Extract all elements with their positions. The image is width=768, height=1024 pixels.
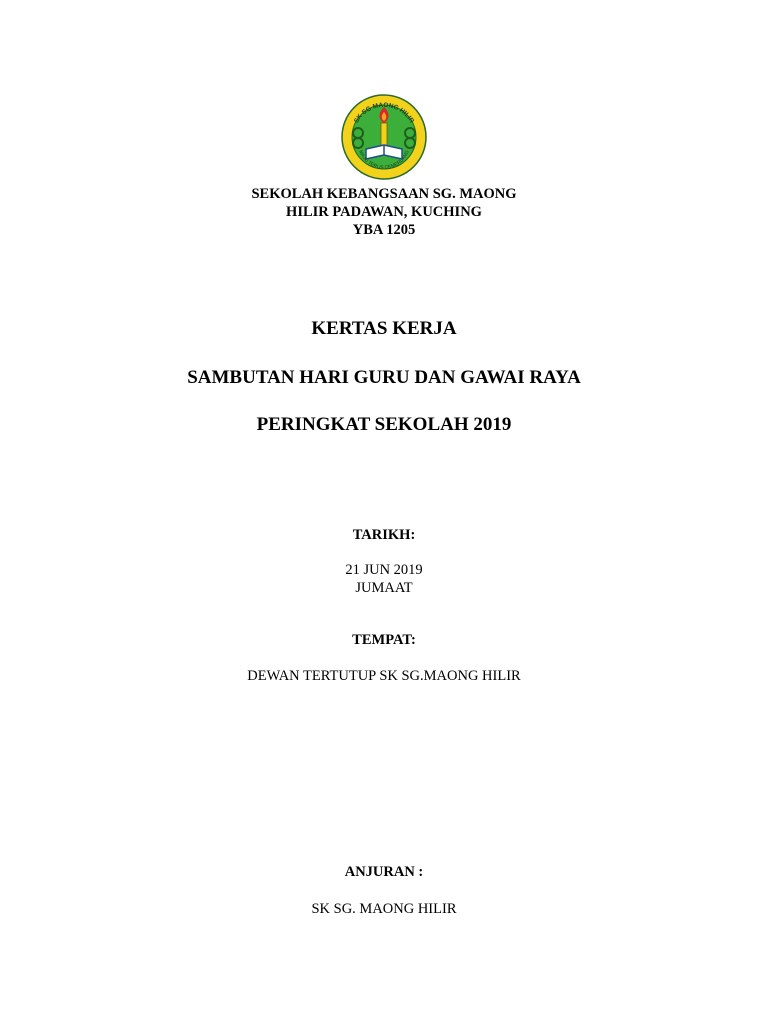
school-crest-icon	[340, 93, 428, 181]
svg-text:MAJU TERUS CEMERLANG: MAJU TERUS CEMERLANG	[357, 149, 411, 172]
school-code: YBA 1205	[352, 222, 416, 238]
tempat-label: TEMPAT:	[352, 632, 416, 648]
doc-subtitle: SAMBUTAN HARI GURU DAN GAWAI RAYA	[187, 367, 581, 388]
school-logo	[340, 93, 428, 181]
anjuran-value: SK SG. MAONG HILIR	[311, 901, 457, 917]
svg-text:SK SG MAONG HILIR: SK SG MAONG HILIR	[352, 101, 416, 125]
tarikh-day: JUMAAT	[355, 580, 413, 596]
doc-subtitle-level: PERINGKAT SEKOLAH 2019	[256, 414, 512, 435]
tempat-value: DEWAN TERTUTUP SK SG.MAONG HILIR	[247, 668, 521, 684]
school-address-block	[0, 185, 768, 239]
tarikh-date: 21 JUN 2019	[345, 562, 423, 578]
school-name-line2: HILIR PADAWAN, KUCHING	[286, 204, 482, 220]
tarikh-label: TARIKH:	[352, 527, 416, 543]
school-name-line1: SEKOLAH KEBANGSAAN SG. MAONG	[251, 186, 517, 202]
tarikh-value	[0, 561, 768, 597]
anjuran-label: ANJURAN :	[344, 864, 424, 880]
doc-title: KERTAS KERJA	[311, 318, 457, 339]
